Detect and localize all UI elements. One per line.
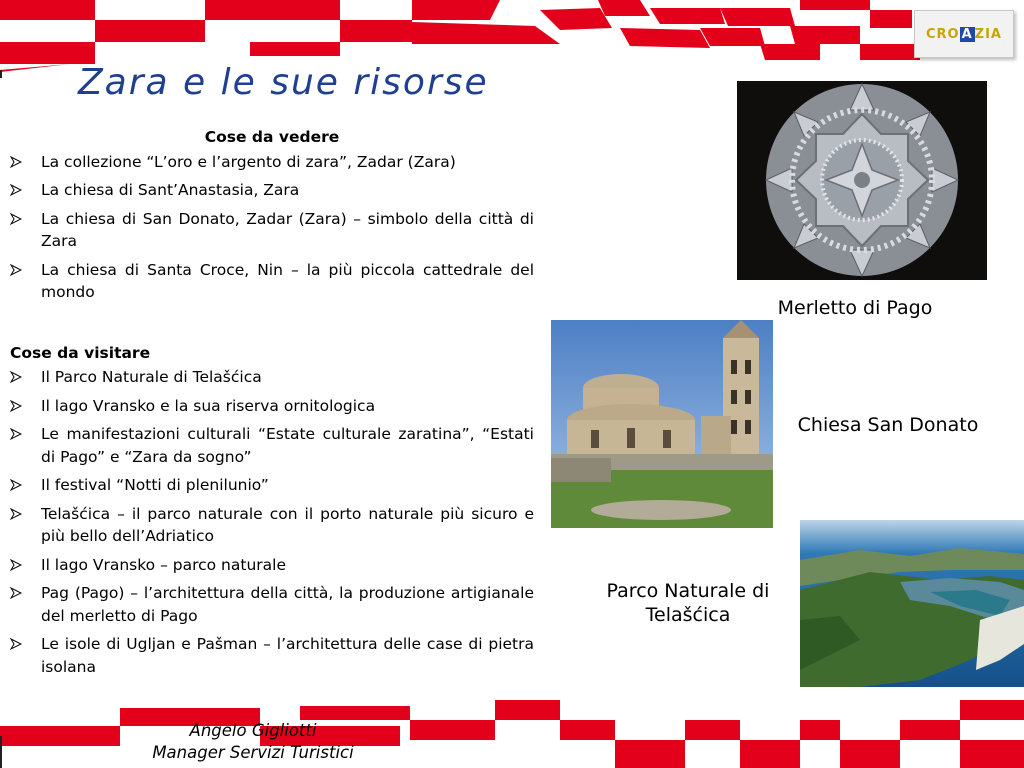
arrow-bullet-icon (10, 474, 22, 496)
arrow-bullet-icon (10, 633, 22, 655)
arrow-bullet-icon (10, 395, 22, 417)
arrow-bullet-icon (10, 366, 22, 388)
arrow-bullet-icon (10, 554, 22, 576)
bullet-item (10, 366, 534, 389)
arrow-bullet-icon (10, 582, 22, 604)
park-caption (588, 579, 788, 627)
park-photo (800, 520, 1024, 687)
bullet-text: Il lago Vransko – parco naturale (41, 555, 286, 574)
bullet-text: La collezione “L’oro e l’argento di zara”, Zadar (Zara) (41, 152, 456, 171)
bullet-text: Il festival “Notti di plenilunio” (41, 476, 269, 494)
bullet-item (10, 503, 534, 548)
bullet-item (10, 208, 534, 253)
list-cose-da-vedere (10, 151, 534, 304)
section-title-cose-da-vedere: Cose da vedere (204, 128, 340, 146)
bullet-text: Le isole di Ugljan e Pašman – l’architettura delle case di pietra isolana (41, 635, 534, 676)
bullet-item (10, 179, 534, 202)
bullet-item (10, 151, 534, 174)
bullet-item (10, 395, 534, 418)
arrow-bullet-icon (10, 208, 22, 230)
lace-caption: Merletto di Pago (777, 297, 933, 319)
croazia-logo (914, 10, 1014, 58)
bullet-text: Il Parco Naturale di Telašćica (41, 368, 262, 386)
bullet-text: Il lago Vransko e la sua riserva ornitologica (41, 396, 376, 415)
bullet-text: La chiesa di Santa Croce, Nin – la più piccola cattedrale del mondo (41, 260, 534, 301)
arrow-bullet-icon (10, 423, 22, 445)
arrow-bullet-icon (10, 259, 22, 281)
section-title-cose-da-visitare: Cose da visitare (10, 343, 151, 362)
author-block (120, 720, 386, 764)
bullet-item (10, 582, 534, 627)
arrow-bullet-icon (10, 151, 22, 173)
bullet-text: Telašćica – il parco naturale con il porto naturale più sicuro e più bello dell’Adriatico (41, 504, 534, 545)
list-cose-da-visitare (10, 366, 534, 678)
bullet-text: Le manifestazioni culturali “Estate culturale zaratina”, “Estati di Pago” e “Zara da sogno” (41, 425, 534, 466)
bullet-text: Pag (Pago) – l’architettura della città, la produzione artigianale del merletto di Pago (41, 584, 534, 625)
bullet-text: La chiesa di Sant’Anastasia, Zara (41, 181, 300, 199)
park-caption-text: Parco Naturale di Telašćica (606, 580, 770, 626)
bullet-item (10, 474, 534, 497)
arrow-bullet-icon (10, 179, 22, 201)
bullet-item (10, 423, 534, 468)
logo-text: CRO A ZIA (926, 26, 1002, 42)
slide-title: Zara e le sue risorse (78, 62, 489, 103)
lace-photo (737, 81, 987, 280)
arrow-bullet-icon (10, 503, 22, 525)
bullet-item (10, 554, 534, 577)
bullet-item (10, 259, 534, 304)
bullet-item (10, 633, 534, 678)
left-text-column (10, 126, 534, 684)
church-photo (551, 320, 773, 528)
author-name: Angelo Gigliotti (189, 721, 317, 740)
church-caption: Chiesa San Donato (797, 414, 979, 436)
bullet-text: La chiesa di San Donato, Zadar (Zara) – simbolo della città di Zara (41, 209, 534, 250)
author-role: Manager Servizi Turistici (152, 743, 354, 762)
